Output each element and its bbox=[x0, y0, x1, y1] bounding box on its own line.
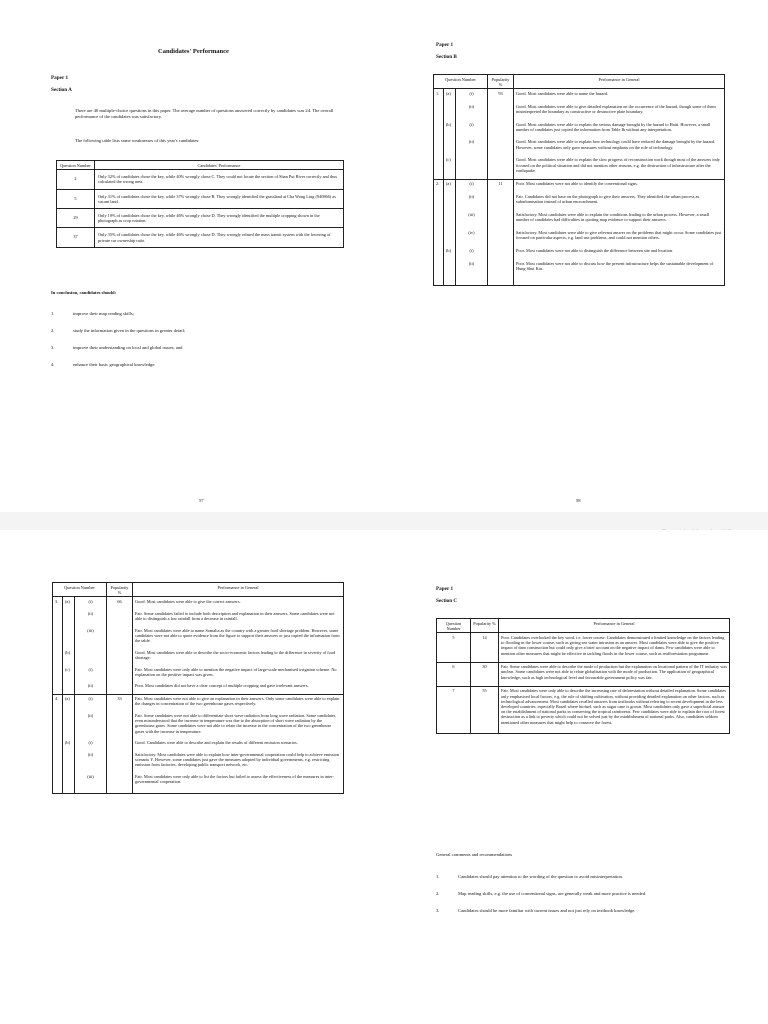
table-row: (ii) Fair. Some candidates failed to include both description and explanation in their answers. Some candidates were not able to distinguish a low rainfall from a decrease in rainfall. bbox=[53, 609, 344, 626]
table-row: (b) (i) Good. Most candidates were able to explain the serious damage brought by the hazard to Haiti. However, a small number of candidates just copied the information from Table Ib without any interpretation. bbox=[434, 120, 725, 138]
general-comments-title: General comments and recommendations bbox=[436, 852, 513, 857]
table-row: 29 Only 19% of candidates chose the key, while 46% wrongly chose D. They wrongly identified the multiple cropping shown in the photograph as crop rotation. bbox=[57, 209, 344, 228]
table-row: 7 55 Fair. Most candidates were only able to describe the increasing rate of deforestation without detailed explanation. Some candidates only emphasised local factors, e.g. the role of shifting cultivation, without providing detailed explanation on other factors, such as technological advancement. Most candidates recalled answers from textbooks without referring to recent development in the less developed countries, especially Brazil where biofuel, such as sugar cane is grown. Most candidates only gave a superficial answer on the establishment of national parks in conserving the tropical rainforests. Few candidates were able to explain the root of forest destruction as a link to poverty which could not be solved just by the establishment of national parks. Also, candidates seldom mentioned other measures that might help to conserve the forest. bbox=[437, 686, 730, 733]
section-label: Section A bbox=[51, 87, 72, 93]
table-row: (ii) Satisfactory. Most candidates were able to explain how inter-governmental cooperation could help to achieve emission scenario Y. However, some candidates just gave the measures adopted by individual governments, e.g. restricting emission from factories, developing public transport network, etc. bbox=[53, 751, 344, 773]
paper-label: Paper 1 bbox=[436, 42, 454, 48]
page-section-b-cont bbox=[0, 530, 384, 1024]
page-gutter bbox=[0, 512, 768, 530]
page-section-c bbox=[384, 530, 768, 1024]
page-number: 57 bbox=[199, 498, 204, 503]
table-row: (iii) Fair. Most candidates were able to name Somalia as the country with a greater food shortage problem. However, some candidates were not able to quote evidence from the figure to support their answers or just copied the information from the table. bbox=[53, 626, 344, 648]
page-number: 58 bbox=[576, 498, 581, 503]
list-item: 1. improve their map reading skills; bbox=[51, 311, 134, 316]
table-row: (iii) Satisfactory. Most candidates were able to explain the conditions leading to the urban process. However, a small number of candidates had difficulties in quoting map evidence to support their answers. bbox=[434, 211, 725, 229]
conclusion-label: In conclusion, candidates should: bbox=[51, 290, 117, 295]
list-item: 4. enhance their basic geographical knowledge. bbox=[51, 362, 156, 367]
intro-text: There are 40 multiple-choice questions in this paper. The average number of questions answered correctly by candidates was 24. The overall performance of the candidates was satisfactory. bbox=[75, 108, 334, 119]
page-title: Candidates' Performance bbox=[158, 48, 229, 55]
list-item: 3. improve their understanding on local and global issues; and bbox=[51, 345, 183, 350]
col-header: Popularity % bbox=[471, 619, 499, 633]
table-row: (c) Good. Most candidates were able to explain the slow progress of reconstruction work though most of the answers only focused on the political situation and did not mention other reasons, e.g. the destruction of infrastructure after the earthquake. bbox=[434, 156, 725, 180]
section-label: Section B bbox=[436, 54, 457, 60]
list-item: 3. Candidates should be more familiar with current issues and not just rely on textbook knowledge. bbox=[436, 908, 636, 913]
table-row: 1. (a) (i) 93 Good. Most candidates were able to name the hazard. bbox=[434, 89, 725, 102]
table-row: (ii) Fair. Candidates did not base on the photograph to give their answers. They identified the urban process as suburbanisation instead of urban encroachment. bbox=[434, 193, 725, 211]
table-row: (b) (i) Poor. Most candidates were not able to distinguish the difference between site and location. bbox=[434, 246, 725, 259]
table-intro: The following table lists some weaknesses of this year's candidates: bbox=[75, 138, 200, 143]
table-row: 5 Only 31% of candidates chose the key, while 37% wrongly chose B. They wrongly identified the grassland at Cha Wong Ling (940866) as vacant land. bbox=[57, 189, 344, 208]
table-row: 5 14 Poor. Candidates overlooked the key word, i.e. lower course. Candidates demonstrated a limited knowledge on the factors leading to flooding in the lower course, such as giving sea water intrusion as an answer. Most candidates were able to give the positive impact of dam construction but could only give a brief account on the negative impact of dams. Few candidates were able to mention other measures that might be effective in tackling floods in the lower course, such as reafforestation programme. bbox=[437, 633, 730, 662]
section-b-table bbox=[433, 74, 725, 286]
table-row: (iv) Satisfactory. Most candidates were able to give relevant answer on the problems that might occur. Some candidates just focused on particular aspects, e.g. land use problems, and could not mention others. bbox=[434, 228, 725, 246]
list-item: 1. Candidates should pay attention to the wording of the question to avoid misinterpretation. bbox=[436, 874, 623, 879]
table-row: 2. (a) (i) 11 Poor. Most candidates were not able to identify the conventional signs. bbox=[434, 179, 725, 192]
table-row: 2 Only 32% of candidates chose the key, while 40% wrongly chose C. They could not locate the section of Shan Pui River correctly and thus calculated the wrong area. bbox=[57, 170, 344, 189]
section-b-table-cont bbox=[52, 582, 344, 794]
col-header: Question Number bbox=[57, 161, 95, 170]
section-c-table bbox=[436, 618, 730, 734]
table-row: 6 30 Fair. Some candidates were able to describe the mode of production but the explanation on locational pattern of the IT industry was unclear. Some candidates were not able to relate globalisation with the mode of production. The application of geographical knowledge, such as high technological level and favourable government policy was fair. bbox=[437, 662, 730, 686]
col-header: Performance in General bbox=[514, 75, 725, 89]
col-header: Popularity % bbox=[107, 583, 133, 597]
general-recommendation-list bbox=[436, 874, 736, 925]
weakness-table bbox=[56, 160, 344, 248]
page-57 bbox=[0, 0, 384, 512]
list-item: 2. study the information given in the questions in greater detail; bbox=[51, 328, 186, 333]
page-58 bbox=[384, 0, 768, 512]
paper-label: Paper 1 bbox=[51, 75, 69, 81]
table-row: (ii) Poor. Most candidates were not able to discuss how the present infrastructure helps the sustainable development of Hung Shui Kiu. bbox=[434, 259, 725, 285]
table-row: (b) Good. Most candidates were able to describe the socio-economic factors leading to the difference in severity of food shortage. bbox=[53, 648, 344, 665]
col-header: Popularity % bbox=[488, 75, 514, 89]
col-header: Question Number bbox=[53, 583, 107, 597]
recommendation-list bbox=[51, 311, 351, 379]
col-header: Candidates' Performance bbox=[95, 161, 344, 170]
col-header: Performance in General bbox=[133, 583, 344, 597]
table-row: (ii) Good. Most candidates were able to give detailed explanation on the occurrence of the hazard, though some of them misinterpreted the boundary as constructive or destructive plate boundary. bbox=[434, 102, 725, 120]
table-row: 37 Only 35% of candidates chose the key, while 46% wrongly chose D. They wrongly related the mass transit system with the lowering of private car ownership ratio. bbox=[57, 228, 344, 247]
table-row: 4. (a) (i) 33 Fair. Most candidates were not able to give an explanation in their answers. Only some candidates were able to explain the changes in concentration of the two greenhouse gases respectively. bbox=[53, 694, 344, 711]
table-row: (ii) Fair. Some candidates were not able to differentiate short wave radiation from long wave radiation. Some candidates even misunderstood that the increase in temperature was due to the absorption of short wave radiation by the greenhouse gases. Some candidates were not able to relate the increase in the concentration of the two greenhouse gases with the increase in temperature. bbox=[53, 712, 344, 739]
table-row: (iii) Fair. Most candidates were only able to list the factors but failed to assess the effectiveness of the measures in inter-governmental cooperation. bbox=[53, 773, 344, 793]
table-row: (b) (i) Good. Candidates were able to describe and explain the results of different emission scenarios. bbox=[53, 739, 344, 751]
col-header: Question Number bbox=[434, 75, 488, 89]
col-header: Performance in General bbox=[499, 619, 730, 633]
section-label: Section C bbox=[436, 598, 458, 604]
col-header: Question Number bbox=[437, 619, 471, 633]
table-row: 3. (a) (i) 66 Good. Most candidates were able to give the correct answers. bbox=[53, 597, 344, 609]
paper-label: Paper 1 bbox=[436, 586, 454, 592]
table-row: (c) (i) Fair. Most candidates were only able to mention the negative impact of large-scale mechanised irrigation scheme. No explanation on the positive impact was given. bbox=[53, 665, 344, 682]
list-item: 2. Map reading skills, e.g. the use of conventional signs, are generally weak and more practice is needed. bbox=[436, 891, 647, 896]
table-row: (ii) Good. Most candidates were able to explain how technology could have reduced the damage brought by the hazard. However, some candidates only gave measures without emphasis on the role of technology. bbox=[434, 138, 725, 156]
table-row: (ii) Poor. Most candidates did not have a clear concept of multiple cropping and gave irrelevant answers. bbox=[53, 682, 344, 694]
